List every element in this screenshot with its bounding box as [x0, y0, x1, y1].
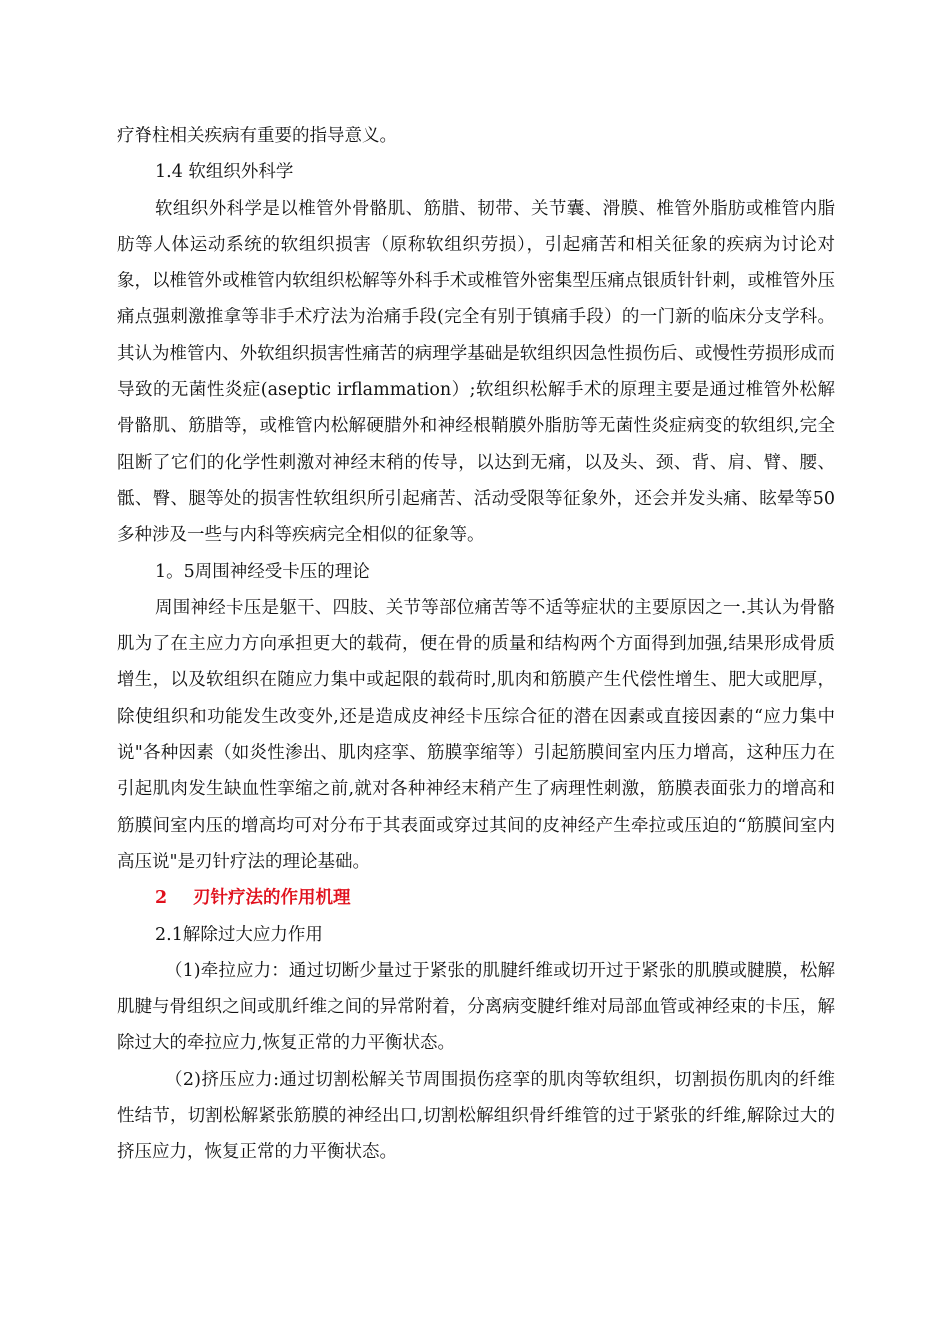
top-fragment-text: 疗脊柱相关疾病有重要的指导意义。 [117, 126, 397, 146]
section-2-number: 2 [155, 888, 168, 909]
section-2-1-item-2: （2)挤压应力:通过切割松解关节周围损伤痉挛的肌肉等软组织，切割损伤肌肉的纤维性结节，切割松解紧张筋膜的神经出口,切割松解组织骨纤维管的过于紧张的纤维,解除过大的挤压应力，恢复正常的力平衡状态。 [117, 1069, 835, 1163]
document-page [117, 118, 835, 1171]
section-2-heading [117, 880, 835, 916]
section-1-5-heading: 1。5周围神经受卡压的理论 [155, 561, 370, 582]
section-2-1-heading: 2.1解除过大应力作用 [155, 924, 323, 945]
section-1-4-paragraph: 软组织外科学是以椎管外骨骼肌、筋腊、韧带、关节囊、滑膜、椎管外脂肪或椎管内脂肪等人体运动系统的软组织损害（原称软组织劳损），引起痛苦和相关征象的疾病为讨论对象，以椎管外或椎管内软组织松解等外科手术或椎管外密集型压痛点银质针针刺，或椎管外压痛点强刺激推拿等非手术疗法为治痛手段(完全有别于镇痛手段）的一门新的临床分支学科。其认为椎管内、外软组织损害性痛苦的病理学基础是软组织因急性损伤后、或慢性劳损形成而导致的无菌性炎症(aseptic irflammation）;软组织松解手术的原理主要是通过椎管外松解骨骼肌、筋腊等，或椎管内松解硬腊外和神经根鞘膜外脂肪等无菌性炎症病变的软组织,完全阻断了它们的化学性刺激对神经末稍的传导，以达到无痛，以及头、颈、背、肩、臂、腰、骶、臀、腿等处的损害性软组织所引起痛苦、活动受限等征象外，还会并发头痛、眩晕等50多种涉及一些与内科等疾病完全相似的征象等。 [117, 198, 835, 546]
section-2-1-item-1: （1)牵拉应力：通过切断少量过于紧张的肌腱纤维或切开过于紧张的肌膜或腱膜，松解肌腱与骨组织之间或肌纤维之间的异常附着，分离病变腱纤维对局部血管或神经束的卡压，解除过大的牵拉应力,恢复正常的力平衡状态。 [117, 960, 835, 1054]
section-1-5-paragraph: 周围神经卡压是躯干、四肢、关节等部位痛苦等不适等症状的主要原因之一.其认为骨骼肌为了在主应力方向承担更大的载荷，便在骨的质量和结构两个方面得到加强,结果形成骨质增生，以及软组织在随应力集中或起限的载荷时,肌肉和筋膜产生代偿性增生、肥大或肥厚，除使组织和功能发生改变外,还是造成皮神经卡压综合征的潜在因素或直接因素的“应力集中说"各种因素（如炎性渗出、肌肉痉挛、筋膜挛缩等）引起筋膜间室内压力增高，这种压力在引起肌肉发生缺血性挛缩之前,就对各种神经末稍产生了病理性刺激，筋膜表面张力的增高和筋膜间室内压的增高均可对分布于其表面或穿过其间的皮神经产生牵拉或压迫的“筋膜间室内高压说"是刃针疗法的理论基础。 [117, 597, 835, 872]
section-1-4-heading: 1.4 软组织外科学 [155, 162, 294, 183]
section-2-title: 刃针疗法的作用机理 [193, 888, 351, 909]
